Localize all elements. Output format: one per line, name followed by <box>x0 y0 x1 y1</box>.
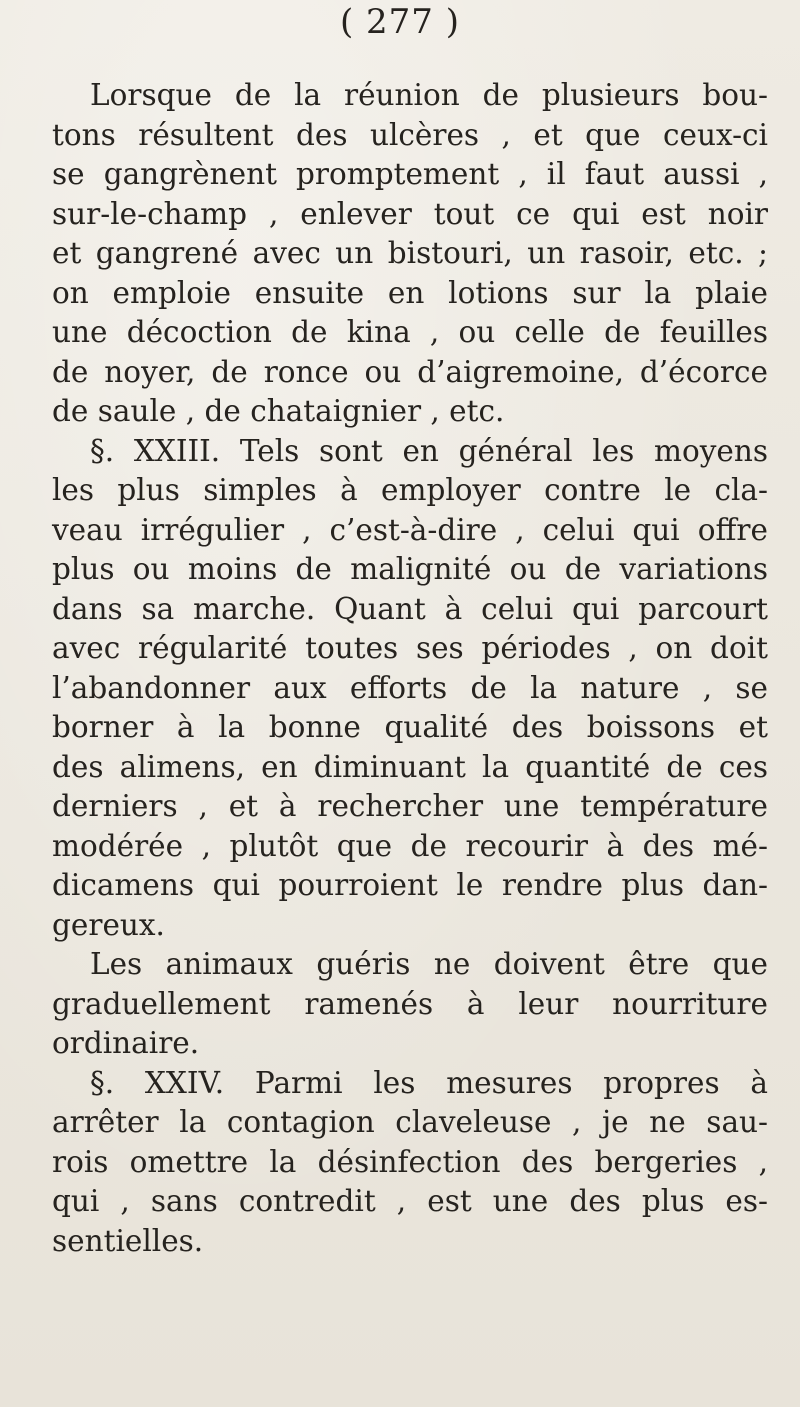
text-line: de noyer, de ronce ou d’aigremoine, d’écorce <box>52 354 768 389</box>
text-line: borner à la bonne qualité des boissons et <box>52 710 768 744</box>
text-line: tons résultent des ulcères , et que ceux-ci <box>52 117 768 152</box>
text-line: plus ou moins de malignité ou de variations <box>52 552 768 586</box>
text-line: veau irrégulier , c’est-à-dire , celui qui offre <box>52 512 768 547</box>
text-line: et gangrené avec un bistouri, un rasoir, etc. ; <box>52 236 768 270</box>
text-line: derniers , et à rechercher une température <box>52 789 768 823</box>
text-line: Lorsque de la réunion de plusieurs bou- <box>90 78 768 112</box>
page-number: ( 277 ) <box>339 2 461 42</box>
text-line: rois omettre la désinfection des bergeries , <box>52 1144 768 1179</box>
text-line: de saule , de chataignier , etc. <box>52 394 505 428</box>
text-line: ordinaire. <box>52 1026 200 1060</box>
text-line: gereux. <box>52 907 165 942</box>
text-line: une décoction de kina , ou celle de feuilles <box>52 315 768 349</box>
text-line: modérée , plutôt que de recourir à des mé- <box>52 828 768 863</box>
text-line: sur-le-champ , enlever tout ce qui est noir <box>52 196 768 231</box>
text-line: dicamens qui pourroient le rendre plus dan- <box>52 868 768 902</box>
text-line: §. XXIV. Parmi les mesures propres à <box>90 1065 768 1100</box>
text-line: dans sa marche. Quant à celui qui parcourt <box>52 591 768 626</box>
text-line: Les animaux guéris ne doivent être que <box>90 947 768 981</box>
body-text <box>52 76 768 1261</box>
text-line: sentielles. <box>52 1223 204 1258</box>
text-line: se gangrènent promptement , il faut aussi , <box>52 157 768 191</box>
text-line: graduellement ramenés à leur nourriture <box>52 986 768 1021</box>
text-line: avec régularité toutes ses périodes , on doit <box>52 631 768 665</box>
text-line: §. XXIII. Tels sont en général les moyens <box>90 433 768 468</box>
text-line: les plus simples à employer contre le cla- <box>52 473 768 507</box>
text-line: on emploie ensuite en lotions sur la plaie <box>52 275 768 310</box>
text-line: qui , sans contredit , est une des plus es- <box>52 1184 768 1218</box>
text-line: des alimens, en diminuant la quantité de ces <box>52 749 768 784</box>
text-line: l’abandonner aux efforts de la nature , se <box>52 670 768 705</box>
text-line: arrêter la contagion claveleuse , je ne sau- <box>52 1105 768 1139</box>
